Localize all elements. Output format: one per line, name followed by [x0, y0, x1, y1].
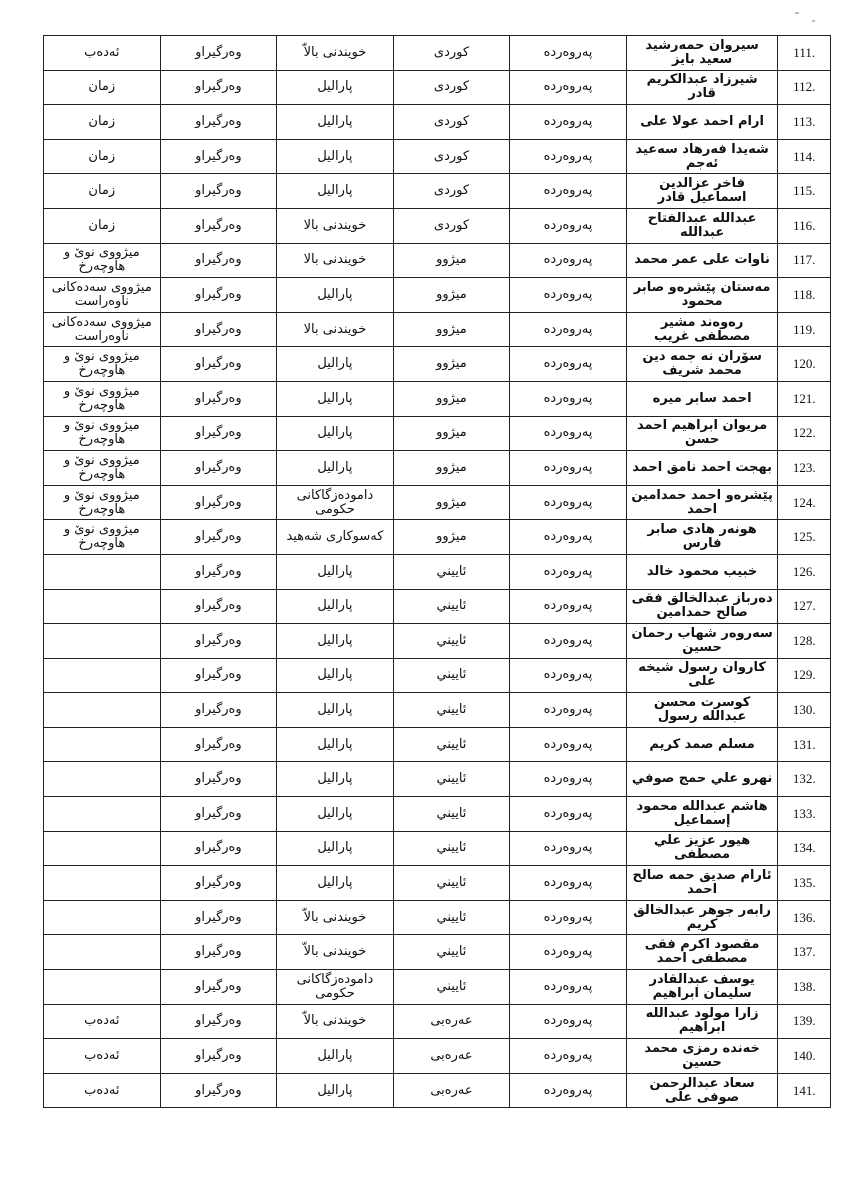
- status-cell: وەرگیراو: [160, 36, 277, 71]
- row-number: [778, 658, 831, 693]
- table-row: [44, 416, 831, 451]
- status-cell: وەرگیراو: [160, 1039, 277, 1074]
- study-type-cell: خویندنی بالا: [277, 208, 394, 243]
- student-name: ناوات علی عمر محمد: [626, 243, 778, 278]
- table-row: [44, 693, 831, 728]
- department-cell: ئاييني: [393, 624, 510, 659]
- department-cell: میژوو: [393, 451, 510, 486]
- row-number-text: 122.: [792, 425, 816, 441]
- certificate-cell: پەروەردە: [510, 762, 627, 797]
- status-cell: وەرگیراو: [160, 900, 277, 935]
- study-type-cell: پارالیل: [277, 693, 394, 728]
- row-number: [778, 347, 831, 382]
- table-row: [44, 762, 831, 797]
- status-cell: وەرگیراو: [160, 831, 277, 866]
- row-number: [778, 970, 831, 1005]
- department-cell: میژوو: [393, 278, 510, 313]
- student-name: ارام احمد عولا علی: [626, 105, 778, 140]
- row-number-text: 117.: [793, 252, 816, 268]
- row-number-text: 136.: [792, 909, 816, 925]
- specialty-cell: [44, 693, 161, 728]
- status-cell: وەرگیراو: [160, 208, 277, 243]
- student-name: ئارام صدیق حمه صالح احمد: [626, 866, 778, 901]
- student-name: سەروەر شهاب رحمان حسین: [626, 624, 778, 659]
- study-type-cell: خویندنی بالا: [277, 243, 394, 278]
- table-row: [44, 554, 831, 589]
- status-cell: وەرگیراو: [160, 1073, 277, 1108]
- row-number: [778, 762, 831, 797]
- certificate-cell: پەروەردە: [510, 416, 627, 451]
- certificate-cell: پەروەردە: [510, 347, 627, 382]
- specialty-cell: [44, 658, 161, 693]
- row-number-text: 141.: [792, 1082, 816, 1098]
- row-number-text: 115.: [793, 183, 816, 199]
- row-number-text: 124.: [792, 494, 816, 510]
- row-number: [778, 312, 831, 347]
- specialty-cell: [44, 935, 161, 970]
- department-cell: ئاييني: [393, 935, 510, 970]
- certificate-cell: پەروەردە: [510, 624, 627, 659]
- study-type-cell: پارالیل: [277, 797, 394, 832]
- row-number: [778, 589, 831, 624]
- department-cell: کوردی: [393, 139, 510, 174]
- table-row: [44, 935, 831, 970]
- row-number-text: 130.: [792, 702, 816, 718]
- row-number-text: 139.: [792, 1013, 816, 1029]
- roster-body: [44, 36, 831, 1108]
- study-type-cell: خویندنی بالاّ: [277, 935, 394, 970]
- status-cell: وەرگیراو: [160, 278, 277, 313]
- study-type-cell: خویندنی بالا: [277, 312, 394, 347]
- department-cell: میژوو: [393, 381, 510, 416]
- certificate-cell: پەروەردە: [510, 797, 627, 832]
- table-row: [44, 1073, 831, 1108]
- certificate-cell: پەروەردە: [510, 1004, 627, 1039]
- table-row: [44, 485, 831, 520]
- student-name: کوسرت محسن عبدالله رسول: [626, 693, 778, 728]
- student-name: عبدالله عبدالفتاح عبدالله: [626, 208, 778, 243]
- specialty-cell: میژووی نوێ و هاوچەرخ: [44, 520, 161, 555]
- department-cell: کوردی: [393, 208, 510, 243]
- table-row: [44, 174, 831, 209]
- student-name: بهجت احمد نامق احمد: [626, 451, 778, 486]
- row-number-text: 133.: [792, 805, 816, 821]
- certificate-cell: پەروەردە: [510, 935, 627, 970]
- status-cell: وەرگیراو: [160, 105, 277, 140]
- row-number: [778, 416, 831, 451]
- study-type-cell: پارالیل: [277, 381, 394, 416]
- row-number: [778, 381, 831, 416]
- department-cell: ئاييني: [393, 831, 510, 866]
- status-cell: وەرگیراو: [160, 727, 277, 762]
- certificate-cell: پەروەردە: [510, 36, 627, 71]
- status-cell: وەرگیراو: [160, 381, 277, 416]
- specialty-cell: زمان: [44, 208, 161, 243]
- table-row: [44, 520, 831, 555]
- row-number: [778, 1039, 831, 1074]
- study-type-cell: خویندنی بالاّ: [277, 36, 394, 71]
- table-row: [44, 658, 831, 693]
- specialty-cell: ئەدەب: [44, 1039, 161, 1074]
- row-number-text: 132.: [792, 771, 816, 787]
- row-number: [778, 174, 831, 209]
- specialty-cell: میژووی سەدەکانی ناوەراست: [44, 278, 161, 313]
- table-row: [44, 589, 831, 624]
- row-number-text: 129.: [792, 667, 816, 683]
- department-cell: ئاييني: [393, 658, 510, 693]
- specialty-cell: میژووی نوێ و هاوچەرخ: [44, 347, 161, 382]
- department-cell: عەرەبی: [393, 1073, 510, 1108]
- status-cell: وەرگیراو: [160, 554, 277, 589]
- certificate-cell: پەروەردە: [510, 243, 627, 278]
- department-cell: میژوو: [393, 520, 510, 555]
- department-cell: ئاييني: [393, 866, 510, 901]
- row-number-text: 111.: [793, 44, 816, 60]
- department-cell: ئاييني: [393, 554, 510, 589]
- specialty-cell: زمان: [44, 70, 161, 105]
- status-cell: وەرگیراو: [160, 866, 277, 901]
- student-name: مەستان پێشرەو صابر محمود: [626, 278, 778, 313]
- certificate-cell: پەروەردە: [510, 451, 627, 486]
- row-number-text: 121.: [792, 390, 816, 406]
- status-cell: وەرگیراو: [160, 451, 277, 486]
- certificate-cell: پەروەردە: [510, 693, 627, 728]
- certificate-cell: پەروەردە: [510, 727, 627, 762]
- study-type-cell: پارالیل: [277, 105, 394, 140]
- row-number: [778, 70, 831, 105]
- department-cell: میژوو: [393, 312, 510, 347]
- admission-roster-table: [43, 35, 831, 1108]
- student-name: شەیدا فەرهاد سەعید ئەجم: [626, 139, 778, 174]
- certificate-cell: پەروەردە: [510, 970, 627, 1005]
- specialty-cell: [44, 762, 161, 797]
- specialty-cell: میژووی نوێ و هاوچەرخ: [44, 416, 161, 451]
- table-row: [44, 139, 831, 174]
- row-number-text: 138.: [792, 978, 816, 994]
- table-row: [44, 727, 831, 762]
- row-number: [778, 797, 831, 832]
- study-type-cell: پارالیل: [277, 278, 394, 313]
- certificate-cell: پەروەردە: [510, 866, 627, 901]
- department-cell: کوردی: [393, 174, 510, 209]
- student-name: مقصود اکرم فقی مصطفی احمد: [626, 935, 778, 970]
- scan-artifact: [812, 20, 815, 22]
- specialty-cell: [44, 866, 161, 901]
- row-number-text: 140.: [792, 1048, 816, 1064]
- row-number-text: 120.: [792, 356, 816, 372]
- certificate-cell: پەروەردە: [510, 139, 627, 174]
- table-row: [44, 208, 831, 243]
- department-cell: میژوو: [393, 485, 510, 520]
- row-number: [778, 1073, 831, 1108]
- specialty-cell: زمان: [44, 139, 161, 174]
- status-cell: وەرگیراو: [160, 485, 277, 520]
- study-type-cell: پارالیل: [277, 624, 394, 659]
- row-number: [778, 624, 831, 659]
- student-name: رەوەند مشیر مصطفی غریب: [626, 312, 778, 347]
- student-name: کاروان رسول شیخه علی: [626, 658, 778, 693]
- certificate-cell: پەروەردە: [510, 381, 627, 416]
- student-name: هونەر هادی صابر فارس: [626, 520, 778, 555]
- row-number: [778, 693, 831, 728]
- certificate-cell: پەروەردە: [510, 485, 627, 520]
- study-type-cell: پارالیل: [277, 1039, 394, 1074]
- row-number-text: 119.: [793, 321, 816, 337]
- study-type-cell: خویندنی بالاّ: [277, 900, 394, 935]
- row-number: [778, 451, 831, 486]
- table-row: [44, 831, 831, 866]
- status-cell: وەرگیراو: [160, 416, 277, 451]
- row-number: [778, 935, 831, 970]
- table-row: [44, 797, 831, 832]
- study-type-cell: پارالیل: [277, 589, 394, 624]
- certificate-cell: پەروەردە: [510, 174, 627, 209]
- row-number-text: 118.: [793, 286, 816, 302]
- certificate-cell: پەروەردە: [510, 900, 627, 935]
- table-row: [44, 278, 831, 313]
- study-type-cell: پارالیل: [277, 451, 394, 486]
- status-cell: وەرگیراو: [160, 312, 277, 347]
- student-name: پێشرەو احمد حمدامین احمد: [626, 485, 778, 520]
- row-number: [778, 1004, 831, 1039]
- table-row: [44, 312, 831, 347]
- study-type-cell: پارالیل: [277, 658, 394, 693]
- department-cell: ئاييني: [393, 797, 510, 832]
- department-cell: ئاييني: [393, 970, 510, 1005]
- student-name: سعاد عبدالرحمن صوفی علی: [626, 1073, 778, 1108]
- study-type-cell: دامودەزگاکانی حکومی: [277, 485, 394, 520]
- table-row: [44, 451, 831, 486]
- specialty-cell: زمان: [44, 105, 161, 140]
- department-cell: میژوو: [393, 347, 510, 382]
- study-type-cell: پارالیل: [277, 139, 394, 174]
- student-name: رابەر جوهر عبدالخالق کریم: [626, 900, 778, 935]
- row-number-text: 114.: [793, 148, 816, 164]
- specialty-cell: ئەدەب: [44, 1073, 161, 1108]
- row-number: [778, 727, 831, 762]
- department-cell: ئاييني: [393, 900, 510, 935]
- student-name: مسلم صمد کریم: [626, 727, 778, 762]
- row-number: [778, 485, 831, 520]
- student-name: هیور عزیز علي مصطفی: [626, 831, 778, 866]
- table-row: [44, 243, 831, 278]
- certificate-cell: پەروەردە: [510, 520, 627, 555]
- department-cell: ئاييني: [393, 589, 510, 624]
- specialty-cell: میژووی نوێ و هاوچەرخ: [44, 451, 161, 486]
- department-cell: میژوو: [393, 416, 510, 451]
- specialty-cell: [44, 727, 161, 762]
- study-type-cell: پارالیل: [277, 174, 394, 209]
- department-cell: کوردی: [393, 105, 510, 140]
- specialty-cell: ئەدەب: [44, 1004, 161, 1039]
- status-cell: وەرگیراو: [160, 589, 277, 624]
- status-cell: وەرگیراو: [160, 347, 277, 382]
- specialty-cell: زمان: [44, 174, 161, 209]
- row-number: [778, 139, 831, 174]
- row-number-text: 116.: [793, 217, 816, 233]
- status-cell: وەرگیراو: [160, 174, 277, 209]
- specialty-cell: [44, 900, 161, 935]
- study-type-cell: خویندنی بالاّ: [277, 1004, 394, 1039]
- table-row: [44, 36, 831, 71]
- certificate-cell: پەروەردە: [510, 658, 627, 693]
- student-name: زارا مولود عبدالله ابراهیم: [626, 1004, 778, 1039]
- study-type-cell: پارالیل: [277, 347, 394, 382]
- row-number: [778, 866, 831, 901]
- row-number-text: 134.: [792, 840, 816, 856]
- row-number: [778, 208, 831, 243]
- specialty-cell: میژووی نوێ و هاوچەرخ: [44, 381, 161, 416]
- student-name: فاخر عزالدین اسماعیل قادر: [626, 174, 778, 209]
- department-cell: میژوو: [393, 243, 510, 278]
- status-cell: وەرگیراو: [160, 935, 277, 970]
- student-name: خەندە رمزی محمد حسین: [626, 1039, 778, 1074]
- table-row: [44, 381, 831, 416]
- student-name: هاشم عبدالله محمود إسماعيل: [626, 797, 778, 832]
- status-cell: وەرگیراو: [160, 693, 277, 728]
- student-name: احمد سابر میره: [626, 381, 778, 416]
- status-cell: وەرگیراو: [160, 243, 277, 278]
- study-type-cell: پارالیل: [277, 866, 394, 901]
- student-name: نهرو علي حمج صوفي: [626, 762, 778, 797]
- table-row: [44, 347, 831, 382]
- student-name: شیرزاد عبدالکریم قادر: [626, 70, 778, 105]
- row-number: [778, 278, 831, 313]
- row-number-text: 112.: [793, 79, 816, 95]
- department-cell: ئاييني: [393, 762, 510, 797]
- row-number-text: 135.: [792, 875, 816, 891]
- row-number: [778, 554, 831, 589]
- certificate-cell: پەروەردە: [510, 1039, 627, 1074]
- row-number-text: 127.: [792, 598, 816, 614]
- department-cell: عەرەبی: [393, 1039, 510, 1074]
- specialty-cell: [44, 797, 161, 832]
- student-name: یوسف عبدالقادر سلیمان ابراهیم: [626, 970, 778, 1005]
- row-number-text: 126.: [792, 563, 816, 579]
- row-number-text: 131.: [792, 736, 816, 752]
- specialty-cell: [44, 624, 161, 659]
- specialty-cell: میژووی نوێ و هاوچەرخ: [44, 243, 161, 278]
- row-number: [778, 900, 831, 935]
- specialty-cell: ئەدەب: [44, 36, 161, 71]
- row-number-text: 123.: [792, 459, 816, 475]
- row-number-text: 128.: [792, 632, 816, 648]
- status-cell: وەرگیراو: [160, 658, 277, 693]
- certificate-cell: پەروەردە: [510, 1073, 627, 1108]
- status-cell: وەرگیراو: [160, 139, 277, 174]
- study-type-cell: پارالیل: [277, 70, 394, 105]
- table-row: [44, 105, 831, 140]
- student-name: خبیب محمود خالد: [626, 554, 778, 589]
- student-name: سیروان حمەرشید سعید بایز: [626, 36, 778, 71]
- status-cell: وەرگیراو: [160, 624, 277, 659]
- row-number: [778, 520, 831, 555]
- certificate-cell: پەروەردە: [510, 554, 627, 589]
- status-cell: وەرگیراو: [160, 797, 277, 832]
- specialty-cell: [44, 554, 161, 589]
- table-row: [44, 900, 831, 935]
- certificate-cell: پەروەردە: [510, 589, 627, 624]
- row-number: [778, 831, 831, 866]
- status-cell: وەرگیراو: [160, 70, 277, 105]
- student-name: مریوان ابراهیم احمد حسن: [626, 416, 778, 451]
- certificate-cell: پەروەردە: [510, 208, 627, 243]
- status-cell: وەرگیراو: [160, 520, 277, 555]
- table-row: [44, 970, 831, 1005]
- study-type-cell: پارالیل: [277, 554, 394, 589]
- study-type-cell: پارالیل: [277, 762, 394, 797]
- department-cell: عەرەبی: [393, 1004, 510, 1039]
- scan-artifact: [795, 12, 799, 14]
- student-name: سۆران نه جمه دین محمد شریف: [626, 347, 778, 382]
- certificate-cell: پەروەردە: [510, 278, 627, 313]
- row-number: [778, 243, 831, 278]
- department-cell: کوردی: [393, 70, 510, 105]
- certificate-cell: پەروەردە: [510, 70, 627, 105]
- department-cell: کوردی: [393, 36, 510, 71]
- row-number-text: 125.: [792, 529, 816, 545]
- row-number-text: 137.: [792, 944, 816, 960]
- certificate-cell: پەروەردە: [510, 831, 627, 866]
- specialty-cell: میژووی نوێ و هاوچەرخ: [44, 485, 161, 520]
- table-row: [44, 866, 831, 901]
- row-number-text: 113.: [793, 113, 816, 129]
- status-cell: وەرگیراو: [160, 970, 277, 1005]
- study-type-cell: دامودەزگاکانی حکومی: [277, 970, 394, 1005]
- study-type-cell: پارالیل: [277, 727, 394, 762]
- specialty-cell: [44, 831, 161, 866]
- department-cell: ئاييني: [393, 727, 510, 762]
- study-type-cell: پارالیل: [277, 831, 394, 866]
- certificate-cell: پەروەردە: [510, 312, 627, 347]
- specialty-cell: میژووی سەدەکانی ناوەراست: [44, 312, 161, 347]
- status-cell: وەرگیراو: [160, 1004, 277, 1039]
- table-row: [44, 1004, 831, 1039]
- status-cell: وەرگیراو: [160, 762, 277, 797]
- study-type-cell: پارالیل: [277, 1073, 394, 1108]
- row-number: [778, 105, 831, 140]
- specialty-cell: [44, 970, 161, 1005]
- table-row: [44, 624, 831, 659]
- table-row: [44, 70, 831, 105]
- study-type-cell: کەسوکاری شەهید: [277, 520, 394, 555]
- student-name: دەرباز عبدالخالق فقی صالح حمدامین: [626, 589, 778, 624]
- row-number: [778, 36, 831, 71]
- table-row: [44, 1039, 831, 1074]
- specialty-cell: [44, 589, 161, 624]
- department-cell: ئاييني: [393, 693, 510, 728]
- study-type-cell: پارالیل: [277, 416, 394, 451]
- certificate-cell: پەروەردە: [510, 105, 627, 140]
